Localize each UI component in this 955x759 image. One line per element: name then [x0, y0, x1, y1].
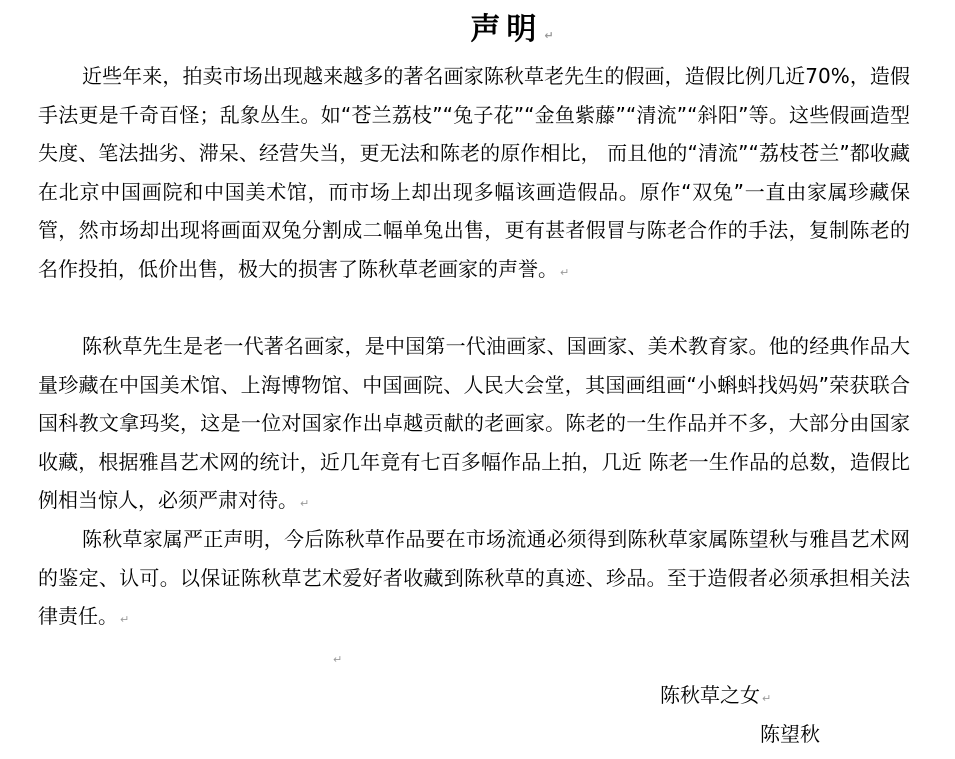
paragraph-2 [38, 327, 910, 524]
signature-relation: 陈秋草之女 [660, 683, 760, 707]
empty-line [331, 648, 351, 668]
paragraph-1 [38, 57, 910, 292]
title-text: 声明 [470, 12, 543, 47]
paragraph-mark-icon: ↵ [560, 265, 570, 279]
paragraph-mark-icon: ↵ [300, 497, 310, 510]
paragraph-1-text: 近些年来，拍卖市场出现越来越多的著名画家陈秋草老先生的假画，造假比例几近70%，造假手法更是千奇百怪；乱象丛生。如“苍兰荔枝”“兔子花”“金鱼紫藤”“清流”“斜阳”等。这些假画造型失度、笔法拙劣、滞呆、经营失当，更无法和陈老的原作相比， 而且他的“清流”“荔枝苍兰”都收藏在北京中国画院和中国美术馆，而市场上却出现多幅该画造假品。原作“双兔”一直由家属珍藏保管，然市场却出现将画面双兔分割成二幅单兔出售，更有甚者假冒与陈老合作的手法，复制陈老的名作投拍，低价出售，极大的损害了陈秋草老画家的声誉。 [38, 64, 910, 281]
paragraph-mark-icon: ↵ [762, 692, 772, 705]
paragraph-mark-icon: ↵ [120, 613, 130, 626]
document-title [0, 8, 955, 58]
paragraph-mark-icon: ↵ [333, 653, 343, 666]
paragraph-3 [38, 520, 910, 640]
signature-line-1 [660, 676, 771, 718]
paragraph-3-text: 陈秋草家属严正声明，今后陈秋草作品要在市场流通必须得到陈秋草家属陈望秋与雅昌艺术网的鉴定、认可。以保证陈秋草艺术爱好者收藏到陈秋草的真迹、珍品。至于造假者必须承担相关法律责任。 [38, 527, 910, 628]
signature-line-2 [760, 715, 820, 753]
signature-name: 陈望秋 [760, 722, 820, 746]
paragraph-mark-icon: ↵ [544, 29, 560, 42]
paragraph-2-text: 陈秋草先生是老一代著名画家，是中国第一代油画家、国画家、美术教育家。他的经典作品大量珍藏在中国美术馆、上海博物馆、中国画院、人民大会堂，其国画组画“小蝌蚪找妈妈”荣获联合国科教文拿玛奖，这是一位对国家作出卓越贡献的老画家。陈老的一生作品并不多，大部分由国家收藏，根据雅昌艺术网的统计，近几年竟有七百多幅作品上拍，几近 陈老一生作品的总数，造假比例相当惊人，必须严肃对待。 [38, 334, 910, 512]
